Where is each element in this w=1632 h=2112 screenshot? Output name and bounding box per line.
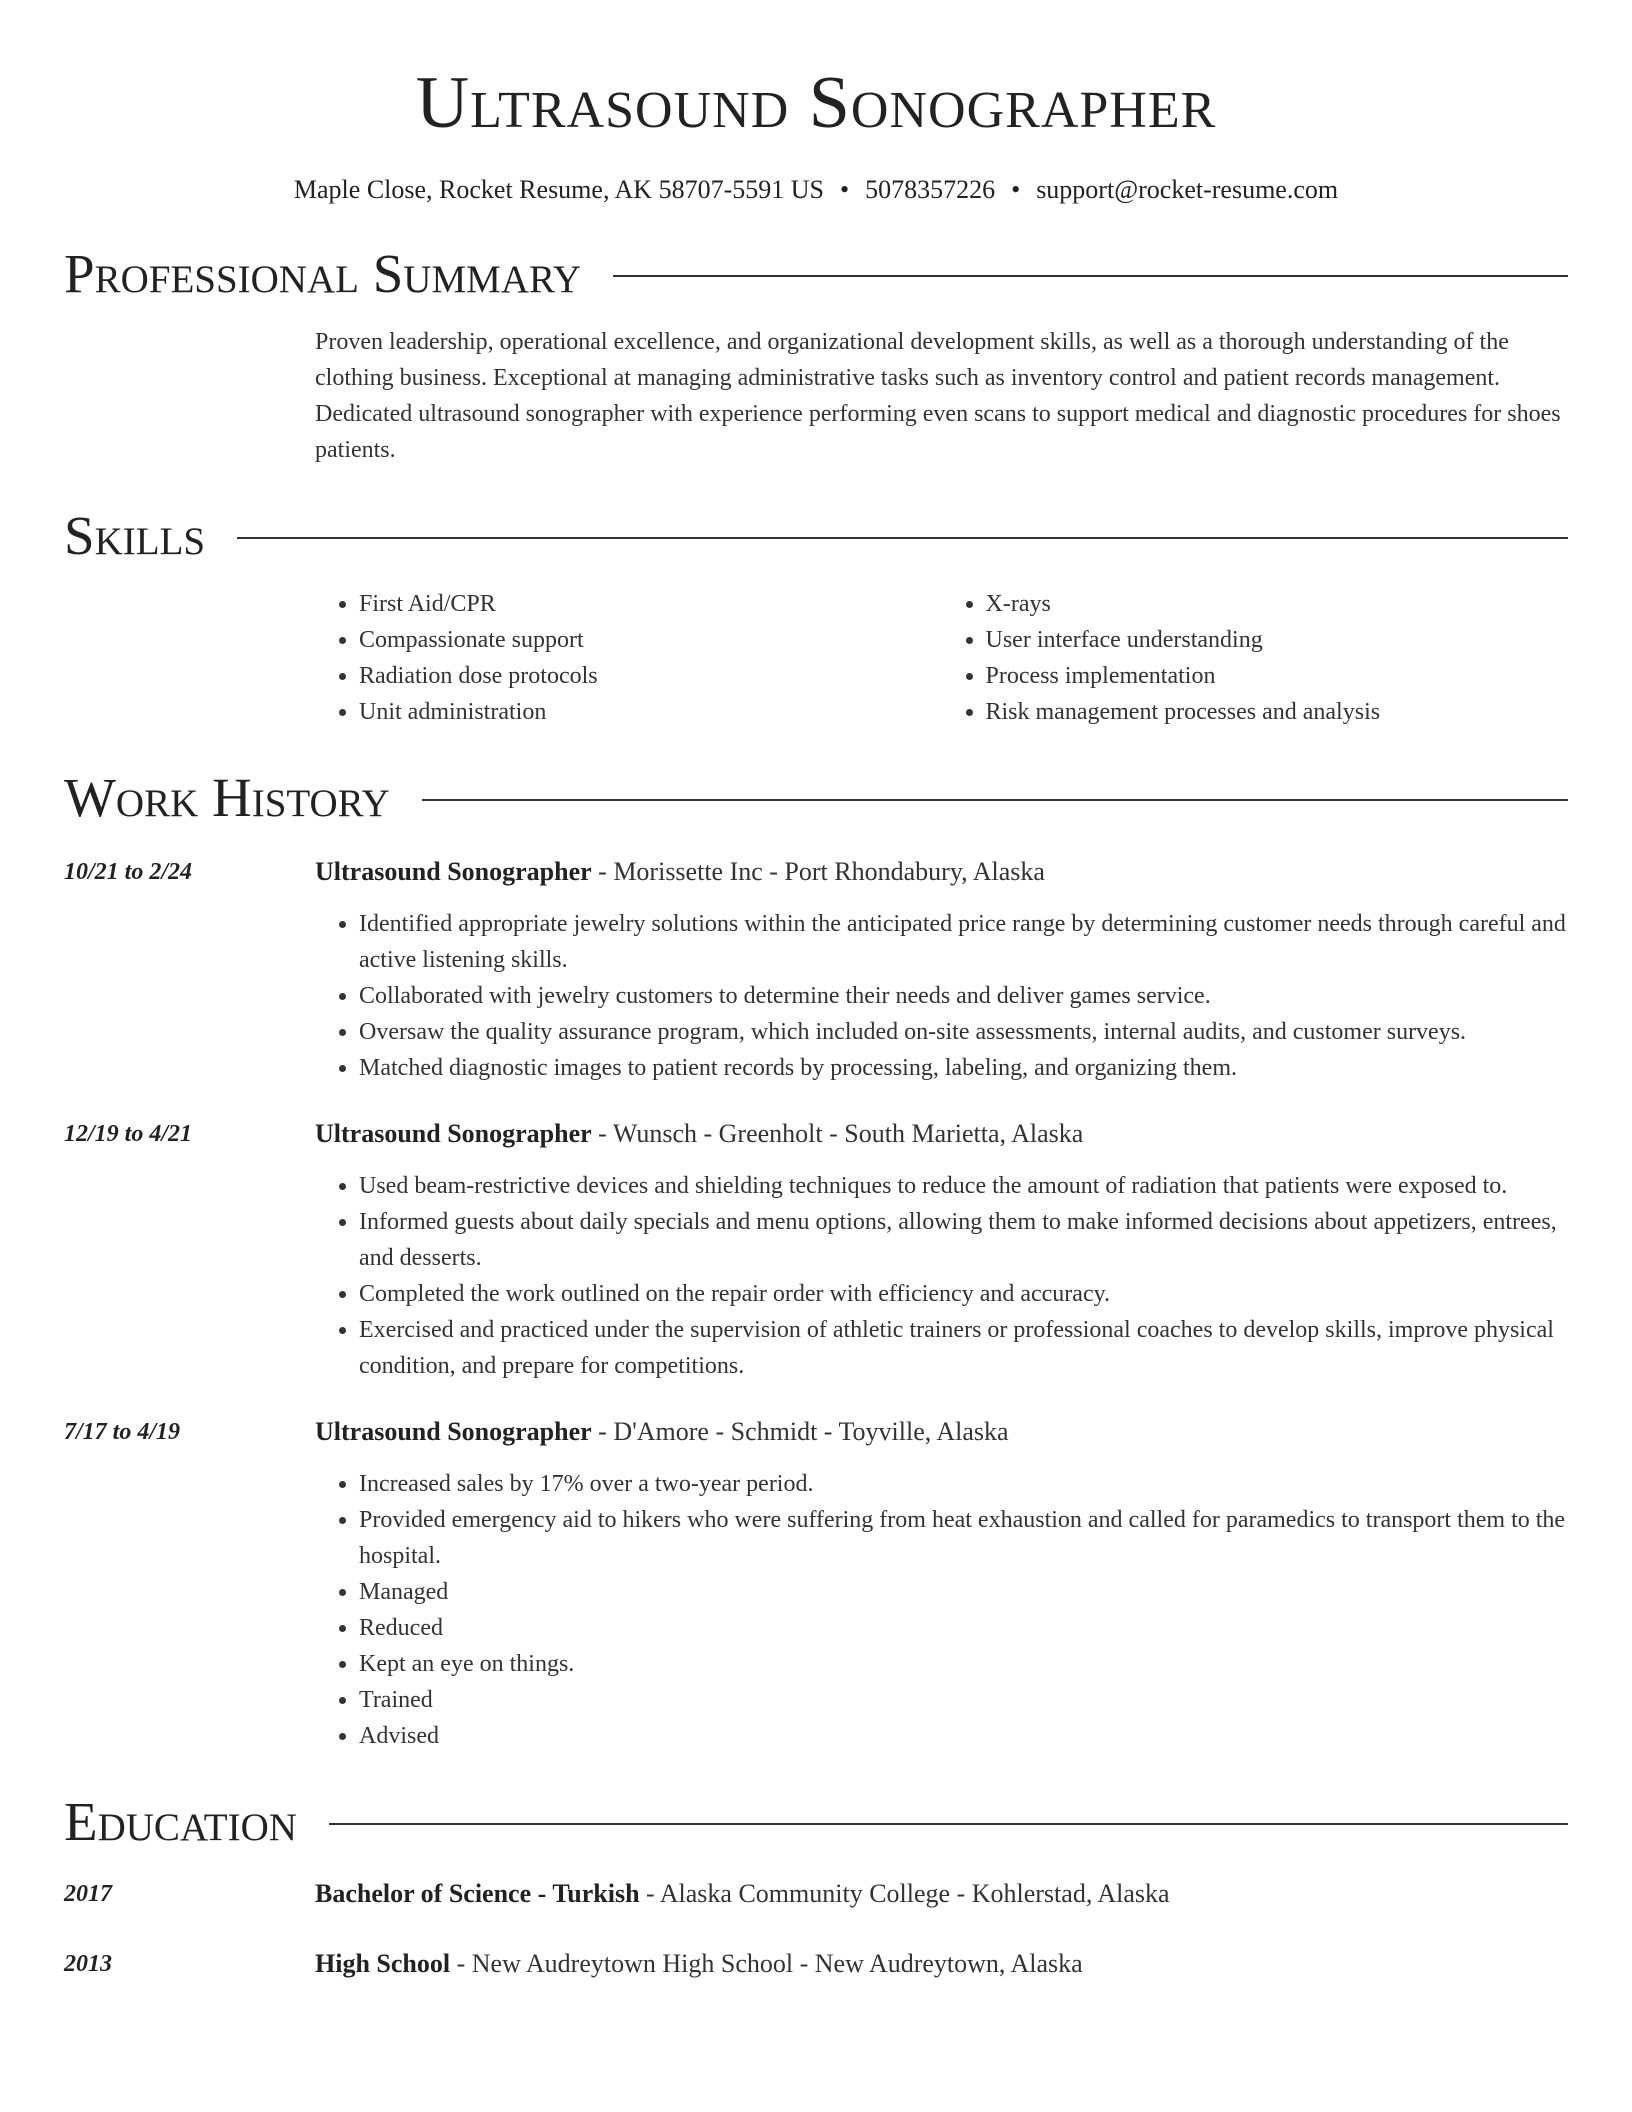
job-entry	[64, 1414, 1568, 1754]
job-bullet: • Used beam-restrictive devices and shielding techniques to reduce the amount of radiation that patients were exposed to.	[359, 1168, 1568, 1204]
skill-item: • Unit administration	[359, 694, 942, 730]
skill-item: • Compassionate support	[359, 622, 942, 658]
section-divider	[329, 1823, 1568, 1825]
skill-item: • Process implementation	[986, 658, 1569, 694]
contact-separator: •	[839, 175, 850, 204]
job-dates: 7/17 to 4/19	[64, 1419, 181, 1445]
education-details	[315, 1946, 1568, 1982]
job-dates: 12/19 to 4/21	[64, 1121, 193, 1147]
education-section-header	[64, 1790, 1568, 1854]
education-entry	[64, 1946, 1568, 1982]
job-entry	[64, 1116, 1568, 1384]
education-year: 2013	[64, 1951, 112, 1977]
job-title-line	[315, 854, 1568, 890]
summary-section-header	[64, 242, 1568, 306]
job-bullet: • Kept an eye on things.	[359, 1646, 1568, 1682]
job-bullets	[315, 1168, 1568, 1384]
job-title-line	[315, 1414, 1568, 1450]
job-bullet: • Informed guests about daily specials and menu options, allowing them to make informed decisions about appetizers, entrees, and desserts.	[359, 1204, 1568, 1276]
candidate-name: Ultrasound Sonographer	[415, 62, 1217, 144]
section-divider	[237, 537, 1568, 539]
work-section-header	[64, 766, 1568, 830]
education-degree: Bachelor of Science - Turkish	[315, 1879, 640, 1908]
skill-item: • First Aid/CPR	[359, 586, 942, 622]
job-bullet: • Managed	[359, 1574, 1568, 1610]
job-bullets	[315, 1466, 1568, 1754]
skills-section-title: Skills	[64, 505, 206, 566]
contact-phone: 5078357226	[865, 175, 996, 204]
summary-text: Proven leadership, operational excellence, and organizational development skills, as well as a thorough understanding of the clothing business. Exceptional at managing administrative tasks such as inventory control and patient records management. Dedicated ultrasound sonographer with experience performing even scans to support medical and diagnostic procedures for shoes patients.	[315, 329, 1561, 463]
contact-line	[64, 174, 1568, 206]
education-section-title: Education	[64, 1791, 297, 1852]
education-year: 2017	[64, 1881, 112, 1907]
education-school: - Alaska Community College - Kohlerstad, Alaska	[639, 1879, 1170, 1908]
job-bullet: • Exercised and practiced under the supervision of athletic trainers or professional coaches to develop skills, improve physical condition, and prepare for competitions.	[359, 1312, 1568, 1384]
contact-separator: •	[1011, 175, 1021, 204]
job-role: Ultrasound Sonographer	[315, 857, 592, 886]
job-role: Ultrasound Sonographer	[315, 1119, 592, 1148]
section-divider	[613, 275, 1568, 277]
education-entry	[64, 1876, 1568, 1912]
education-school: - New Audreytown High School - New Audreytown, Alaska	[450, 1949, 1083, 1978]
education-details	[315, 1876, 1568, 1912]
skills-list	[315, 586, 1568, 730]
job-bullets	[315, 906, 1568, 1086]
job-bullet: • Provided emergency aid to hikers who were suffering from heat exhaustion and called for paramedics to transport them to the hospital.	[359, 1502, 1568, 1574]
job-bullet: • Oversaw the quality assurance program, which included on-site assessments, internal audits, and customer surveys.	[359, 1014, 1568, 1050]
contact-address: Maple Close, Rocket Resume, AK 58707-5591 US	[293, 175, 824, 204]
job-bullet: • Completed the work outlined on the repair order with efficiency and accuracy.	[359, 1276, 1568, 1312]
skills-column-left	[315, 586, 942, 730]
job-entry	[64, 854, 1568, 1086]
skill-item: • User interface understanding	[986, 622, 1569, 658]
job-details	[315, 1116, 1568, 1384]
job-bullet: • Collaborated with jewelry customers to determine their needs and deliver games service.	[359, 978, 1568, 1014]
job-dates: 10/21 to 2/24	[64, 859, 193, 885]
job-employer: - Morissette Inc - Port Rhondabury, Alaska	[591, 857, 1045, 886]
skills-column-right	[942, 586, 1569, 730]
job-title-line	[315, 1116, 1568, 1152]
job-bullet: • Identified appropriate jewelry solutions within the anticipated price range by determining customer needs through careful and active listening skills.	[359, 906, 1568, 978]
job-bullet: • Advised	[359, 1718, 1568, 1754]
job-bullet: • Reduced	[359, 1610, 1568, 1646]
section-divider	[422, 799, 1568, 801]
skill-item: • Radiation dose protocols	[359, 658, 942, 694]
job-bullet: • Matched diagnostic images to patient records by processing, labeling, and organizing them.	[359, 1050, 1568, 1086]
job-bullet: • Trained	[359, 1682, 1568, 1718]
skills-section-header	[64, 504, 1568, 568]
job-details	[315, 854, 1568, 1086]
skill-item: • Risk management processes and analysis	[986, 694, 1569, 730]
work-section-title: Work History	[64, 767, 390, 828]
job-bullet: • Increased sales by 17% over a two-year period.	[359, 1466, 1568, 1502]
job-details	[315, 1414, 1568, 1754]
contact-email: support@rocket-resume.com	[1036, 175, 1339, 204]
summary-section-title: Professional Summary	[64, 243, 582, 304]
job-role: Ultrasound Sonographer	[315, 1417, 592, 1446]
skill-item: • X-rays	[986, 586, 1569, 622]
job-employer: - D'Amore - Schmidt - Toyville, Alaska	[591, 1417, 1009, 1446]
education-degree: High School	[315, 1949, 451, 1978]
job-employer: - Wunsch - Greenholt - South Marietta, Alaska	[591, 1119, 1084, 1148]
